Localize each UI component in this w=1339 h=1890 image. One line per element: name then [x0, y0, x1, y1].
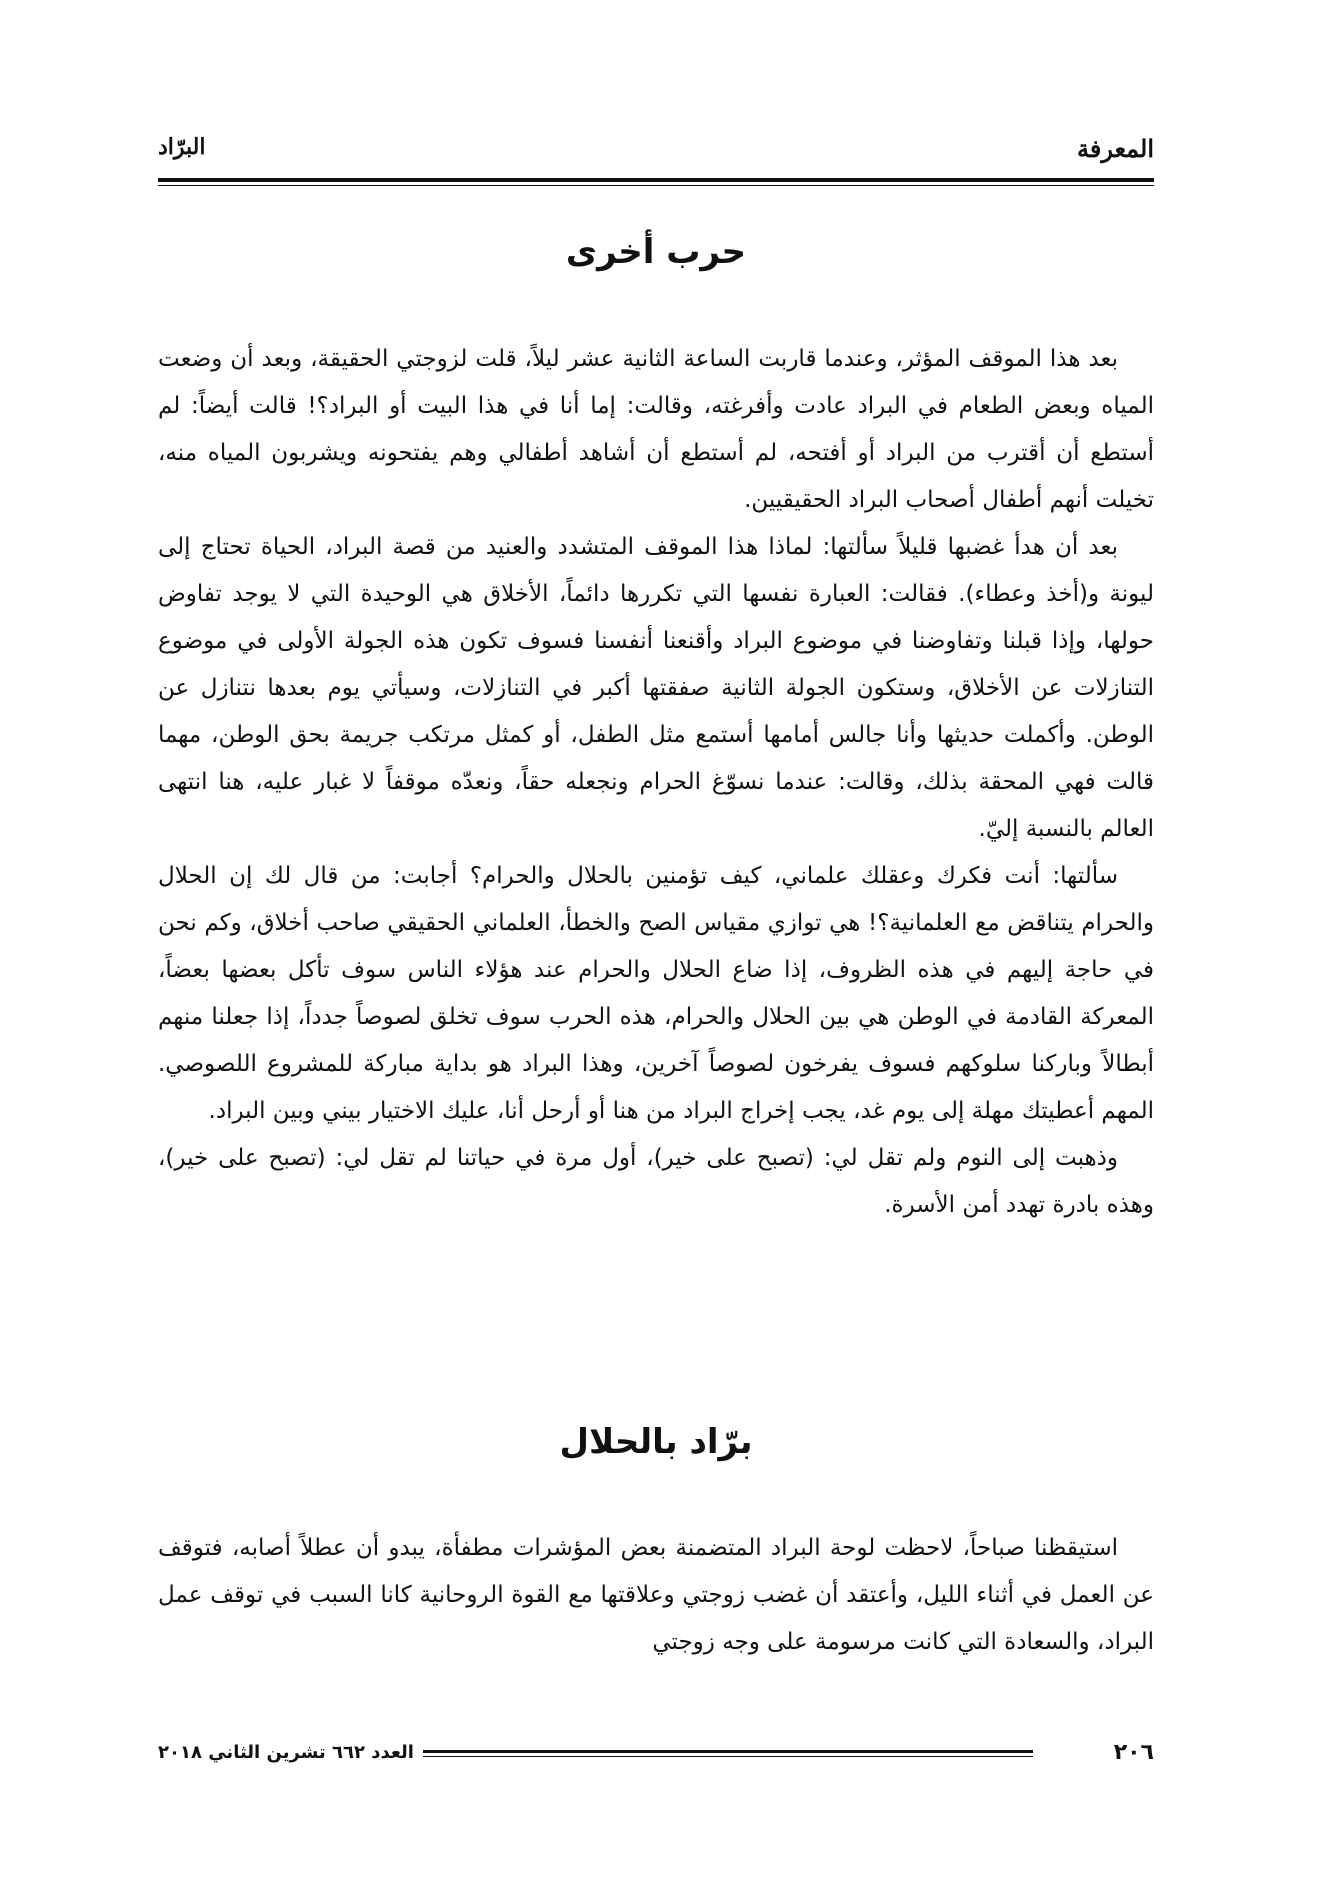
magazine-logo: المعرفة [1076, 134, 1154, 163]
section-heading-2: برّاد بالحلال [559, 1422, 753, 1462]
running-title: البرّاد [158, 134, 206, 160]
paragraph: وذهبت إلى النوم ولم تقل لي: (تصبح على خير)، أول مرة في حياتنا لم تقل لي: (تصبح على خير)، وهذه بادرة تهدد أمن الأسرة. [158, 1145, 1154, 1218]
paragraph: استيقظنا صباحاً، لاحظت لوحة البراد المتضمنة بعض المؤشرات مطفأة، يبدو أن عطلاً أصابه، فتوقف عن العمل في أثناء الليل، وأعتقد أن غضب زوجتي وعلاقتها مع القوة الروحانية كانا السبب في توقف عمل البراد، والسعادة التي كانت مرسومة على وجه زوجتي [158, 1535, 1154, 1655]
paragraph: سألتها: أنت فكرك وعقلك علماني، كيف تؤمنين بالحلال والحرام؟ أجابت: من قال لك إن الحلال والحرام يتناقض مع العلمانية؟! هي توازي مقياس الصح والخطأ، العلماني الحقيقي صاحب أخلاق، وكم نحن في حاجة إليهم في هذه الظروف، إذا ضاع الحلال والحرام عند هؤلاء الناس سوف تأكل بعضها بعضاً، المعركة القادمة في الوطن هي بين الحلال والحرام، هذه الحرب سوف تخلق لصوصاً جدداً، إذا جعلنا منهم أبطالاً وباركنا سلوكهم فسوف يفرخون لصوصاً آخرين، وهذا البراد هو بداية مباركة للمشروع اللصوصي. المهم أعطيتك مهلة إلى يوم غد، يجب إخراج البراد من هنا أو أرحل أنا، عليك الاختيار بيني وبين البراد. [158, 863, 1154, 1124]
page-number: ٢٠٦ [1113, 1740, 1154, 1765]
section-1-body [158, 336, 1154, 1229]
section-heading-1: حرب أخرى [565, 232, 747, 272]
footer-rule-thin [423, 1756, 1033, 1757]
issue-label: العدد ٦٦٢ تشرين الثاني ٢٠١٨ [158, 1742, 414, 1763]
paragraph: بعد أن هدأ غضبها قليلاً سألتها: لماذا هذا الموقف المتشدد والعنيد من قصة البراد، الحياة تحتاج إلى ليونة و(أخذ وعطاء). فقالت: العبارة نفسها التي تكررها دائماً، الأخلاق هي الوحيدة التي لا يوجد تفاوض حولها، وإذا قبلنا وتفاوضنا في موضوع البراد وأقنعنا أنفسنا فسوف تكون هذه الجولة الأولى في موضوع التنازلات عن الأخلاق، وستكون الجولة الثانية صفقتها أكبر في التنازلات، وسيأتي يوم بعدها نتنازل عن الوطن. وأكملت حديثها وأنا جالس أمامها أستمع مثل الطفل، أو كمثل مرتكب جريمة بحق الوطن، مهما قالت فهي المحقة بذلك، وقالت: عندما نسوّغ الحرام ونجعله حقاً، ونعدّه موقفاً لا غبار عليه، هنا انتهى العالم بالنسبة إليّ. [158, 534, 1154, 842]
footer-rule [423, 1750, 1033, 1753]
header-rule-thick [158, 178, 1154, 182]
header-rule-thin [158, 185, 1154, 186]
section-2-body [158, 1525, 1154, 1666]
paragraph: بعد هذا الموقف المؤثر، وعندما قاربت الساعة الثانية عشر ليلاً، قلت لزوجتي الحقيقة، وبعد أن وضعت المياه وبعض الطعام في البراد عادت وأفرغته، وقالت: إما أنا في هذا البيت أو البراد؟! قالت أيضاً: لم أستطع أن أقترب من البراد أو أفتحه، لم أستطع أن أشاهد أطفالي وهم يفتحونه ويشربون المياه منه، تخيلت أنهم أطفال أصحاب البراد الحقيقيين. [158, 346, 1154, 513]
running-header [158, 128, 1154, 168]
